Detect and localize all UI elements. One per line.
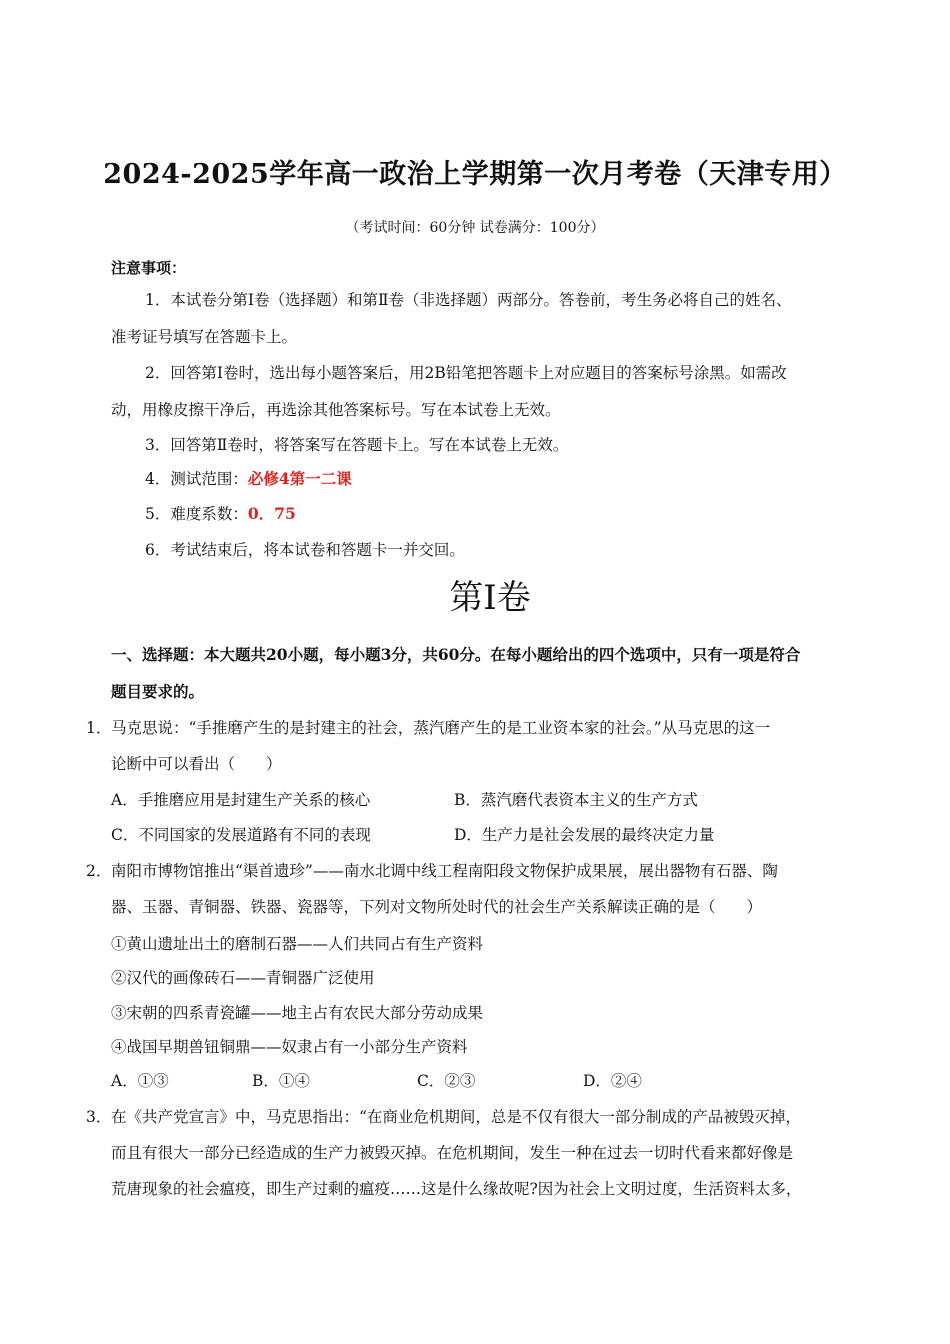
question-2-item-1: ①黄山遗址出土的磨制石器——人们共同占有生产资料	[111, 935, 484, 953]
question-2-item-4: ④战国早期兽钮铜鼎——奴隶占有一小部分生产资料	[111, 1038, 468, 1056]
question-2-option-c: C．②③	[417, 1072, 476, 1090]
difficulty-value: 0．75	[247, 504, 296, 523]
notice-item-4-prefix: 4．测试范围：	[145, 470, 248, 488]
section-instruction-line-1: 一、选择题：本大题共20小题，每小题3分，共60分。在每小题给出的四个选项中，只有一项是符合	[111, 645, 801, 664]
question-1-option-a: A．手推磨应用是封建生产关系的核心	[111, 791, 371, 809]
notice-item-5-prefix: 5．难度系数：	[145, 505, 248, 523]
notice-item-6: 6．考试结束后，将本试卷和答题卡一并交回。	[145, 541, 465, 559]
question-2-item-2: ②汉代的画像砖石——青铜器广泛使用	[111, 969, 375, 987]
question-2-number: 2．	[86, 862, 112, 880]
question-1-option-b: B．蒸汽磨代表资本主义的生产方式	[454, 791, 698, 809]
notice-item-2-line-2: 动，用橡皮擦干净后，再选涂其他答案标号。写在本试卷上无效。	[111, 401, 561, 419]
notice-heading: 注意事项：	[111, 259, 187, 277]
test-scope-value: 必修4第一二课	[247, 469, 352, 488]
question-3-line-1: 在《共产党宣言》中，马克思指出：“在商业危机期间，总是不仅有很大一部分制成的产品被毁灭掉，	[111, 1108, 801, 1126]
question-3-number: 3．	[86, 1108, 112, 1126]
section-title: 第Ⅰ卷	[449, 578, 531, 618]
exam-subtitle: （考试时间：60分钟 试卷满分：100分）	[345, 220, 605, 236]
question-1-option-d: D．生产力是社会发展的最终决定力量	[454, 826, 715, 844]
notice-item-1-line-1: 1．本试卷分第Ⅰ卷（选择题）和第Ⅱ卷（非选择题）两部分。答卷前，考生务必将自己的姓名、	[145, 291, 792, 309]
question-1-number: 1．	[86, 719, 112, 737]
exam-title: 2024-2025学年高一政治上学期第一次月考卷（天津专用）	[103, 159, 847, 190]
question-2-option-b: B．①④	[252, 1072, 310, 1090]
question-3-line-2: 而且有很大一部分已经造成的生产力被毁灭掉。在危机期间，发生一种在过去一切时代看来都好像是	[111, 1144, 794, 1162]
question-1-line-1: 马克思说：“手推磨产生的是封建主的社会，蒸汽磨产生的是工业资本家的社会。”从马克思的这一	[111, 719, 771, 737]
notice-item-4	[145, 467, 352, 489]
question-2-item-3: ③宋朝的四系青瓷罐——地主占有农民大部分劳动成果	[111, 1004, 484, 1022]
question-3-line-3: 荒唐现象的社会瘟疫，即生产过剩的瘟疫……这是什么缘故呢?因为社会上文明过度，生活资料太多，	[111, 1180, 802, 1198]
question-2-line-1: 南阳市博物馆推出“渠首遗珍”——南水北调中线工程南阳段文物保护成果展，展出器物有石器、陶	[111, 862, 778, 880]
question-2-option-d: D．②④	[583, 1072, 642, 1090]
question-1-line-2: 论断中可以看出（ ）	[111, 755, 282, 773]
notice-item-1-line-2: 准考证号填写在答题卡上。	[111, 328, 298, 346]
question-2-option-a: A．①③	[111, 1072, 169, 1090]
notice-item-5	[145, 502, 296, 524]
question-1-option-c: C．不同国家的发展道路有不同的表现	[111, 826, 371, 844]
notice-item-2-line-1: 2．回答第Ⅰ卷时，选出每小题答案后，用2B铅笔把答题卡上对应题目的答案标号涂黑。如需改	[145, 364, 787, 382]
question-2-line-2: 器、玉器、青铜器、铁器、瓷器等，下列对文物所处时代的社会生产关系解读正确的是（ ）	[111, 898, 763, 916]
notice-item-3: 3．回答第Ⅱ卷时，将答案写在答题卡上。写在本试卷上无效。	[145, 436, 569, 454]
section-instruction-line-2: 题目要求的。	[111, 682, 205, 701]
